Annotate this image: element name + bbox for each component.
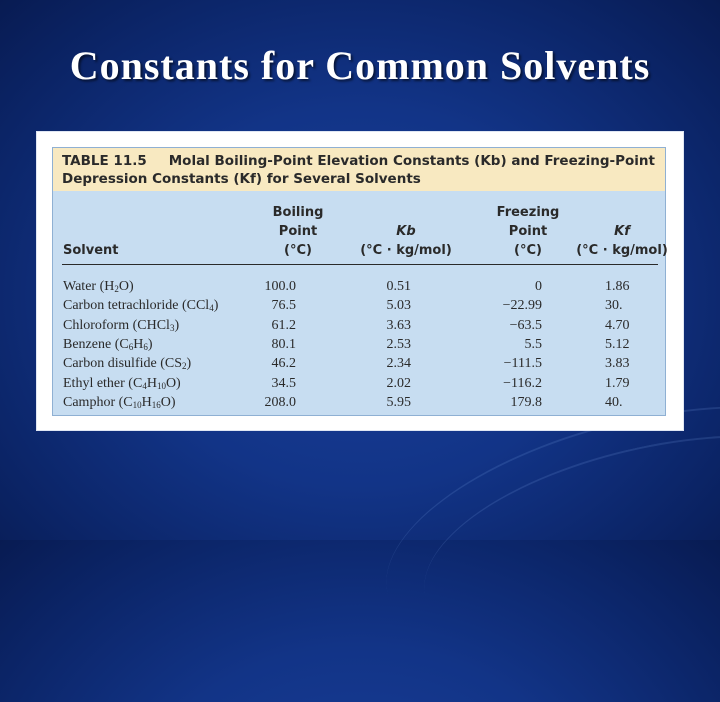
kb-value: 0.51 bbox=[386, 279, 411, 294]
kf-value: 1.79 bbox=[605, 375, 630, 391]
table-row bbox=[53, 316, 667, 335]
caption-line-2: Depression Constants (Kf) for Several Solvents bbox=[62, 171, 421, 187]
boiling-point-value: 80.1 bbox=[271, 336, 296, 352]
table-row bbox=[53, 296, 667, 315]
kb-value: 5.95 bbox=[386, 394, 411, 410]
table-row bbox=[53, 335, 667, 354]
kf-value: 3.83 bbox=[605, 356, 630, 372]
kb-value: 2.53 bbox=[386, 336, 411, 352]
boiling-point-value: 46.2 bbox=[271, 356, 296, 372]
freezing-point-value: −111.5 bbox=[503, 356, 542, 372]
solvent-name: Benzene $(C_6H_6)$ bbox=[63, 336, 153, 352]
kb-value: 5.03 bbox=[386, 298, 411, 314]
header-boiling-point: Boiling Point (°C) bbox=[272, 205, 324, 258]
solvent-name: Carbon disulfide $(CS_2)$ bbox=[63, 356, 192, 372]
solvent-name: Water $(H_2O)$ bbox=[63, 279, 134, 294]
kb-value: 3.63 bbox=[386, 317, 411, 333]
table-panel bbox=[36, 131, 684, 431]
table-header bbox=[53, 203, 667, 261]
kf-value: 1.86 bbox=[605, 279, 630, 294]
header-kf: Kf (°C · kg/mol) bbox=[576, 224, 668, 258]
solvent-name: Chloroform (CHCl$_3$) bbox=[63, 317, 180, 333]
caption-line-1: Molal Boiling-Point Elevation Constants (Kb) and Freezing-Point bbox=[168, 153, 655, 169]
boiling-point-value: 100.0 bbox=[264, 279, 296, 294]
kb-value: 2.34 bbox=[386, 356, 411, 372]
table-row bbox=[53, 277, 667, 296]
solvent-name: Ethyl ether $(C_4H_{10}O)$ bbox=[63, 375, 181, 391]
header-divider bbox=[62, 264, 658, 265]
header-freezing-point: Freezing Point (°C) bbox=[496, 205, 560, 258]
table-row bbox=[53, 393, 667, 412]
freezing-point-value: 179.8 bbox=[510, 394, 542, 410]
table-row bbox=[53, 354, 667, 373]
boiling-point-value: 61.2 bbox=[271, 317, 296, 333]
header-kb: Kb (°C · kg/mol) bbox=[360, 224, 452, 258]
freezing-point-value: −63.5 bbox=[509, 317, 542, 333]
header-solvent: Solvent bbox=[63, 243, 119, 258]
kf-value: 40. bbox=[605, 394, 623, 410]
freezing-point-value: 5.5 bbox=[524, 336, 542, 352]
kf-value: 5.12 bbox=[605, 336, 630, 352]
kf-value: 30. bbox=[605, 298, 623, 314]
slide-title: Constants for Common Solvents bbox=[69, 43, 651, 88]
kb-value: 2.02 bbox=[386, 375, 411, 391]
freezing-point-value: −116.2 bbox=[503, 375, 542, 391]
freezing-point-value: −22.99 bbox=[502, 298, 542, 314]
solvent-name: Camphor $(C_{10}H_{16}O)$ bbox=[63, 394, 176, 410]
table-row bbox=[53, 374, 667, 393]
boiling-point-value: 34.5 bbox=[271, 375, 296, 391]
background-swoosh bbox=[404, 397, 720, 694]
boiling-point-value: 208.0 bbox=[264, 394, 296, 410]
solvent-name: Carbon tetrachloride (CCl$_4$) bbox=[63, 298, 219, 314]
table-caption bbox=[53, 148, 665, 191]
boiling-point-value: 76.5 bbox=[271, 298, 296, 314]
table-number: TABLE 11.5 bbox=[62, 153, 147, 169]
kf-value: 4.70 bbox=[605, 317, 630, 333]
solvent-constants-table bbox=[52, 147, 666, 416]
freezing-point-value: 0 bbox=[535, 279, 542, 294]
